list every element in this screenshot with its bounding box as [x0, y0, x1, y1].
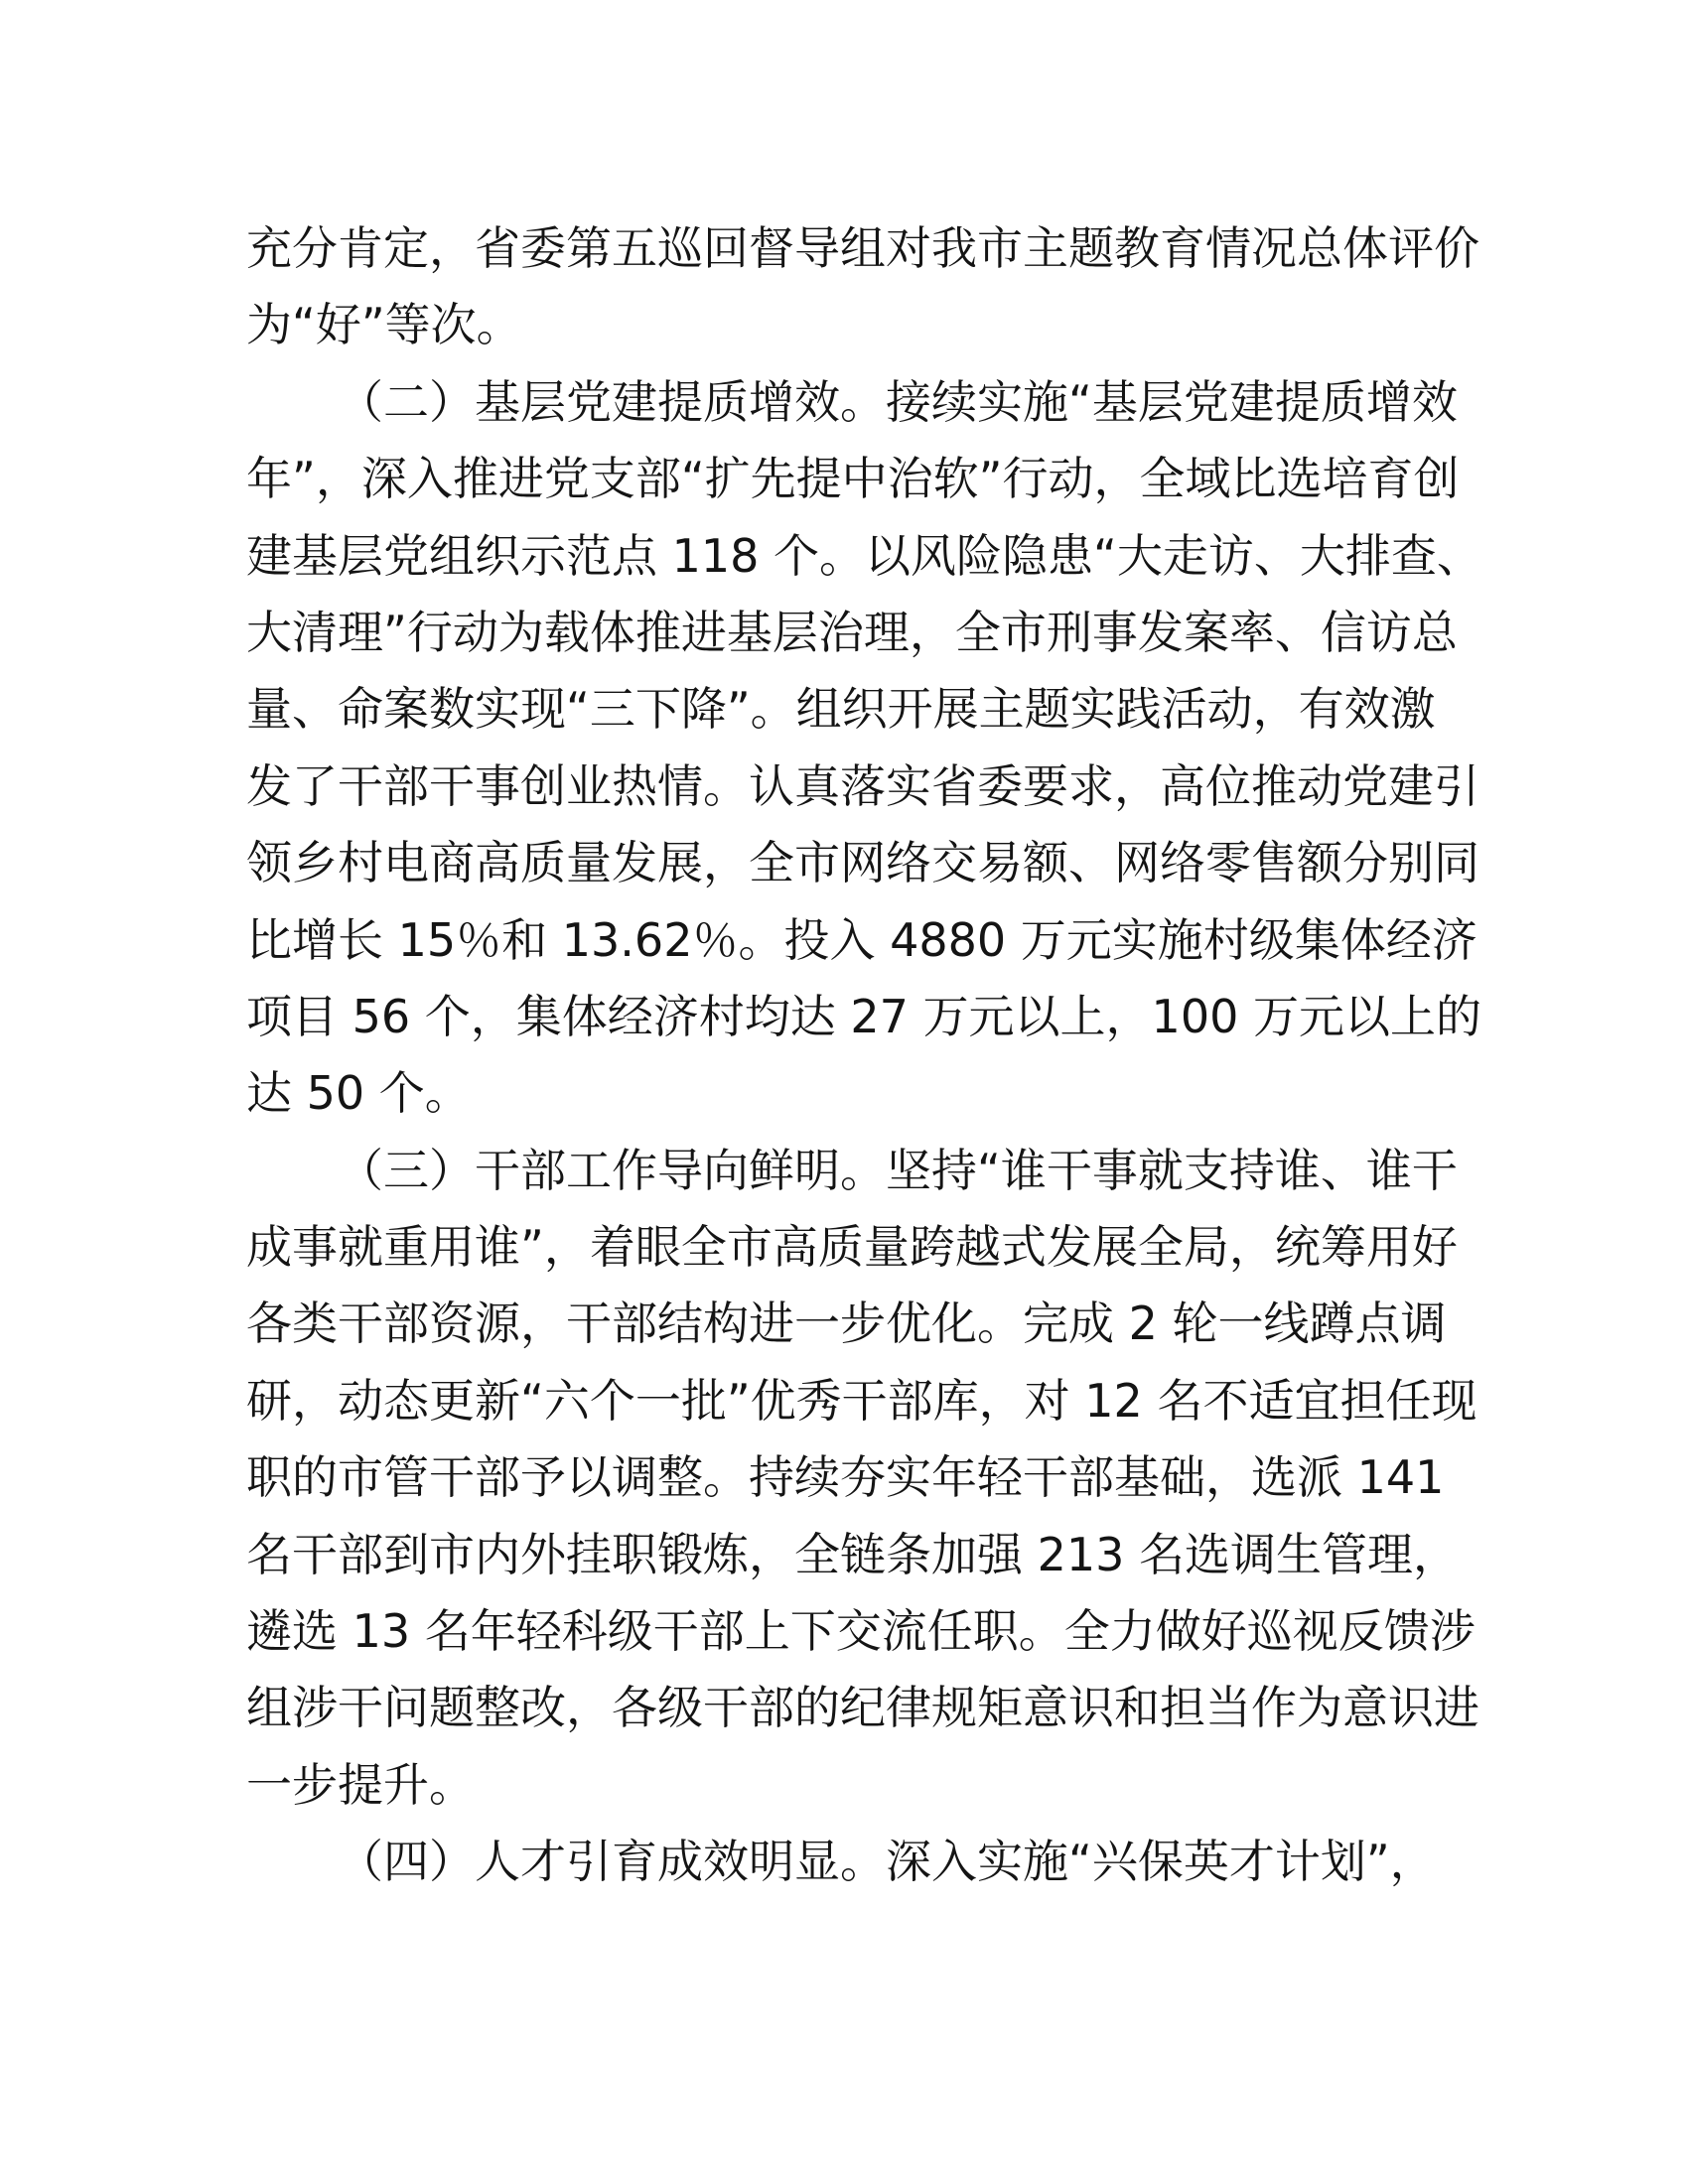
text-line: 研，动态更新“六个一批”优秀干部库，对 12 名不适宜担任现 — [246, 1373, 1477, 1428]
section-heading-line: （二）基层党建提质增效。接续实施“基层党建提质增效 — [338, 374, 1458, 429]
text-line: 遴选 13 名年轻科级干部上下交流任职。全力做好巡视反馈涉 — [246, 1604, 1476, 1659]
text-line: 达 50 个。 — [246, 1066, 471, 1121]
text-line: 比增长 15％和 13.62％。投入 4880 万元实施村级集体经济 — [246, 912, 1477, 967]
text-line: 领乡村电商高质量发展，全市网络交易额、网络零售额分别同 — [246, 836, 1479, 890]
text-line: 建基层党组织示范点 118 个。以风险隐患“大走访、大排查、 — [246, 528, 1482, 583]
paragraph-section-3 — [246, 1133, 1479, 1825]
text-line: 成事就重用谁”，着眼全市高质量跨越式发展全局，统筹用好 — [246, 1220, 1458, 1275]
text-line: 年”，深入推进党支部“扩先提中治软”行动，全域比选培育创 — [246, 452, 1460, 506]
text-line: 一步提升。 — [246, 1757, 475, 1812]
text-line: 各类干部资源，干部结构进一步优化。完成 2 轮一线蹲点调 — [246, 1297, 1447, 1351]
text-line: 为“好”等次。 — [246, 298, 522, 352]
text-line: 发了干部干事创业热情。认真落实省委要求，高位推动党建引 — [246, 758, 1479, 813]
paragraph-section-2 — [246, 364, 1482, 1133]
text-line: 职的市管干部予以调整。持续夯实年轻干部基础，选派 141 — [246, 1450, 1445, 1505]
section-heading-line: （四）人才引育成效明显。深入实施“兴保英才计划”， — [338, 1835, 1436, 1889]
text-line: 大清理”行动为载体推进基层治理，全市刑事发案率、信访总 — [246, 605, 1458, 659]
text-line: 项目 56 个，集体经济村均达 27 万元以上，100 万元以上的 — [246, 989, 1481, 1043]
text-line: 组涉干问题整改，各级干部的纪律规矩意识和担当作为意识进 — [246, 1681, 1479, 1735]
paragraph-intro — [246, 210, 1479, 364]
text-line: 量、命案数实现“三下降”。组织开展主题实践活动，有效激 — [246, 682, 1436, 737]
paragraph-section-4 — [246, 1824, 1438, 1900]
text-line: 充分肯定，省委第五巡回督导组对我市主题教育情况总体评价 — [246, 221, 1479, 275]
document-body — [246, 210, 1482, 1901]
section-heading-line: （三）干部工作导向鲜明。坚持“谁干事就支持谁、谁干 — [338, 1143, 1458, 1197]
text-line: 名干部到市内外挂职锻炼，全链条加强 213 名选调生管理， — [246, 1527, 1460, 1581]
